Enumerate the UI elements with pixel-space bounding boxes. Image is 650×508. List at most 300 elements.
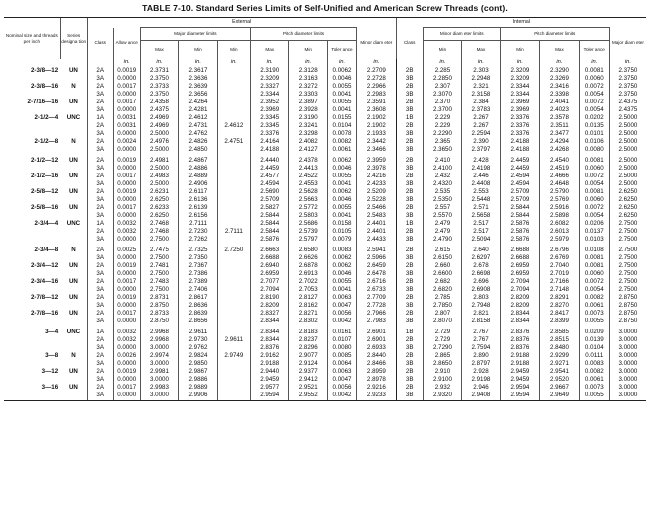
cell-minor-ext: 2.9233 (357, 392, 397, 400)
cell-class-ext: 2A (87, 278, 113, 286)
cell-pitch-max: 2.3345 (250, 114, 288, 122)
cell-major-min2 (217, 196, 250, 204)
cell-pitch-max: 2.3376 (250, 130, 288, 138)
unit-cell: in. (462, 59, 500, 67)
cell-major-int: 2.7500 (609, 247, 646, 255)
cell-pitch-min: 2.7053 (289, 286, 327, 294)
cell-major-min: 2.9886 (179, 376, 217, 384)
cell-pitch-int-min: 2.6959 (500, 262, 540, 270)
cell-class-int: 2B (396, 122, 423, 130)
cell-series (60, 236, 87, 244)
cell-series (60, 91, 87, 99)
cell-nominal (4, 91, 60, 99)
cell-pitch-int-tol: 0.0135 (579, 122, 609, 130)
cell-pitch-int-max: 2.8585 (540, 329, 580, 337)
cell-class-int: 3B (396, 254, 423, 262)
cell-major-min: 2.9850 (179, 360, 217, 368)
cell-minor-int-min: 2.615 (423, 247, 461, 255)
cell-pitch-int-min: 2.3376 (500, 130, 540, 138)
table-row (4, 228, 646, 236)
cell-minor-int-max: 2.9408 (462, 392, 500, 400)
table-row (4, 157, 646, 165)
cell-minor-int-min: 2.6820 (423, 286, 461, 294)
unit-cell: in. (250, 59, 288, 67)
cell-pitch-int-tol: 0.0209 (579, 329, 609, 337)
cell-minor-int-max: 2.553 (462, 188, 500, 196)
cell-class-int: 3B (396, 212, 423, 220)
cell-major-min: 2.7325 (179, 247, 217, 255)
cell-series (60, 376, 87, 384)
cell-major-max: 2.3733 (140, 83, 178, 91)
cell-series: UN (68, 156, 78, 164)
header-pitch-internal: Pitch diameter limits (500, 28, 609, 41)
cell-pitch-int-tol: 0.0081 (579, 254, 609, 262)
cell-allowance: 0.0032 (113, 220, 140, 228)
cell-pitch-tol: 0.0061 (327, 146, 356, 154)
cell-allowance: 0.0000 (113, 130, 140, 138)
cell-minor-ext: 2.8959 (357, 368, 397, 376)
cell-minor-ext: 2.6478 (357, 270, 397, 278)
cell-major-int: 2.7500 (609, 286, 646, 294)
table-row (4, 180, 646, 188)
cell-pitch-tol: 0.0080 (327, 344, 356, 352)
cell-major-max: 2.6231 (140, 188, 178, 196)
cell-pitch-int-max: 2.9667 (540, 384, 580, 392)
cell-pitch-min: 2.8183 (289, 329, 327, 337)
cell-series (60, 146, 87, 154)
cell-pitch-int-max: 2.6769 (540, 254, 580, 262)
header-external: External (87, 18, 396, 28)
cell-series: N (71, 138, 76, 145)
unit-cell: in. (179, 59, 217, 67)
cell-major-int: 2.7500 (609, 228, 646, 236)
cell-minor-int-min: 2.807 (423, 310, 461, 318)
cell-class-int: 3B (396, 146, 423, 154)
cell-allowance: 0.0000 (113, 236, 140, 244)
cell-major-max: 2.7481 (140, 262, 178, 270)
cell-series (60, 270, 87, 278)
cell-pitch-tol: 0.0041 (327, 91, 356, 99)
cell-major-int: 3.0000 (609, 376, 646, 384)
cell-minor-ext: 2.6933 (357, 344, 397, 352)
table-row (4, 99, 646, 107)
cell-major-int: 2.5000 (609, 146, 646, 154)
cell-class-int: 2B (396, 228, 423, 236)
cell-pitch-int-max: 2.7040 (540, 262, 580, 270)
cell-allowance: 0.0000 (113, 196, 140, 204)
cell-allowance: 0.0031 (113, 122, 140, 130)
cell-major-min2 (217, 270, 250, 278)
cell-class-ext: 2A (87, 262, 113, 270)
cell-pitch-tol: 0.0046 (327, 196, 356, 204)
cell-pitch-int-max: 2.4268 (540, 146, 580, 154)
cell-series: UN (68, 367, 78, 375)
cell-major-max: 2.9981 (140, 368, 178, 376)
cell-series: UN (68, 98, 78, 106)
cell-series: UNC (66, 219, 81, 227)
cell-pitch-int-tol: 0.0055 (579, 318, 609, 326)
cell-major-min: 2.3636 (179, 75, 217, 83)
cell-major-max: 2.9968 (140, 329, 178, 337)
cell-class-ext: 3A (87, 318, 113, 326)
cell-minor-ext: 2.7709 (357, 294, 397, 302)
cell-class-ext: 3A (87, 302, 113, 310)
cell-pitch-int-max: 2.4540 (540, 157, 580, 165)
cell-series (60, 122, 87, 130)
cell-major-min: 2.7367 (179, 262, 217, 270)
cell-series (60, 75, 87, 83)
cell-minor-int-min: 2.365 (423, 138, 461, 146)
cell-major-max: 2.6250 (140, 212, 178, 220)
cell-pitch-int-max: 2.6013 (540, 228, 580, 236)
cell-major-min2 (217, 376, 250, 384)
cell-major-min2 (217, 114, 250, 122)
table-title: TABLE 7-10. Standard Series Limits of Self-Unified and American Screw Threads (cont). (142, 3, 508, 13)
cell-class-int: 2B (396, 138, 423, 146)
cell-allowance: 0.0017 (113, 310, 140, 318)
cell-minor-int-max: 2.696 (462, 278, 500, 286)
cell-pitch-tol: 0.0085 (327, 352, 356, 360)
header-minor-int-max: Max (462, 41, 500, 60)
cell-minor-int-max: 2.678 (462, 262, 500, 270)
cell-major-max: 2.7500 (140, 236, 178, 244)
cell-pitch-tol: 0.0055 (327, 83, 356, 91)
cell-major-min2 (217, 157, 250, 165)
cell-major-max: 2.6250 (140, 196, 178, 204)
cell-pitch-int-tol: 0.0083 (579, 360, 609, 368)
table-row (4, 329, 646, 337)
cell-class-ext: 2A (87, 83, 113, 91)
table-row (4, 318, 646, 326)
cell-major-min2 (217, 188, 250, 196)
cell-pitch-max: 2.6663 (250, 247, 288, 255)
cell-pitch-int-tol: 0.0106 (579, 138, 609, 146)
cell-series (60, 302, 87, 310)
cell-minor-int-max: 2.8158 (462, 318, 500, 326)
cell-pitch-int-min: 2.4459 (500, 165, 540, 173)
cell-class-int: 2B (396, 67, 423, 75)
cell-major-min2 (217, 262, 250, 270)
cell-series: N (71, 352, 76, 360)
cell-pitch-int-tol: 0.0080 (579, 146, 609, 154)
cell-major-max: 2.7500 (140, 254, 178, 262)
cell-major-min2: 2.4612 (217, 122, 250, 130)
cell-series: UN (68, 383, 78, 391)
cell-major-min: 2.7111 (179, 220, 217, 228)
cell-major-min2 (217, 99, 250, 107)
cell-minor-int-max: 2.928 (462, 368, 500, 376)
cell-pitch-min: 2.8237 (289, 336, 327, 344)
cell-major-min2 (217, 180, 250, 188)
cell-class-int: 2B (396, 157, 423, 165)
cell-major-min2: 2.7250 (217, 247, 250, 255)
cell-nominal: 2-1/2—16 (30, 172, 59, 180)
cell-major-min: 2.6136 (179, 196, 217, 204)
cell-minor-int-min: 2.6150 (423, 254, 461, 262)
cell-minor-int-max: 2.7594 (462, 344, 500, 352)
cell-major-min: 2.4281 (179, 106, 217, 114)
cell-major-min2 (217, 75, 250, 83)
cell-minor-int-max: 2.4408 (462, 180, 500, 188)
cell-minor-ext: 2.2728 (357, 75, 397, 83)
cell-pitch-int-max: 2.7019 (540, 270, 580, 278)
cell-series (60, 336, 87, 344)
cell-minor-int-max: 2.803 (462, 294, 500, 302)
cell-minor-int-min: 2.3650 (423, 146, 461, 154)
cell-nominal (4, 165, 60, 173)
cell-major-max: 2.4976 (140, 138, 178, 146)
cell-major-min2 (217, 318, 250, 326)
cell-major-int: 2.5000 (609, 122, 646, 130)
cell-major-min: 2.7389 (179, 278, 217, 286)
cell-pitch-int-tol: 0.0082 (579, 294, 609, 302)
cell-pitch-int-tol: 0.0054 (579, 212, 609, 220)
cell-series: UN (68, 309, 78, 317)
cell-allowance: 0.0017 (113, 278, 140, 286)
header-nominal: Nominal size and threads per inch (4, 18, 60, 60)
cell-minor-int-max: 2.8797 (462, 360, 500, 368)
cell-allowance: 0.0000 (113, 254, 140, 262)
cell-pitch-int-min: 2.4459 (500, 157, 540, 165)
cell-pitch-max: 2.5844 (250, 220, 288, 228)
cell-allowance: 0.0000 (113, 302, 140, 310)
cell-nominal: 2-3/4—16 (30, 278, 59, 285)
cell-pitch-min: 2.5739 (289, 228, 327, 236)
cell-pitch-max: 2.3327 (250, 83, 288, 91)
cell-pitch-max: 2.9459 (250, 376, 288, 384)
cell-pitch-int-max: 2.4666 (540, 173, 580, 181)
cell-pitch-int-min: 2.6688 (500, 254, 540, 262)
cell-major-min: 2.4867 (179, 157, 217, 165)
cell-pitch-int-tol: 0.0082 (579, 368, 609, 376)
cell-class-ext: 3A (87, 392, 113, 400)
cell-major-max: 2.4358 (140, 99, 178, 107)
cell-nominal (4, 270, 60, 278)
cell-pitch-int-tol: 0.0061 (579, 302, 609, 310)
cell-minor-int-max: 2.3158 (462, 91, 500, 99)
cell-pitch-max: 2.3190 (250, 67, 288, 75)
cell-major-min2 (217, 286, 250, 294)
cell-minor-int-min: 2.535 (423, 188, 461, 196)
cell-major-min: 2.7262 (179, 236, 217, 244)
cell-allowance: 0.0017 (113, 173, 140, 181)
cell-major-min: 2.9824 (179, 352, 217, 360)
cell-class-int: 2B (396, 173, 423, 181)
cell-pitch-int-tol: 0.0054 (579, 286, 609, 294)
cell-minor-int-max: 2.390 (462, 138, 500, 146)
cell-minor-int-max: 2.3797 (462, 146, 500, 154)
cell-major-min2 (217, 67, 250, 75)
cell-pitch-tol: 0.0055 (327, 204, 356, 212)
cell-major-int: 2.3750 (609, 67, 646, 75)
cell-allowance: 0.0000 (113, 146, 140, 154)
cell-major-max: 2.5000 (140, 180, 178, 188)
cell-minor-int-min: 2.729 (423, 329, 461, 337)
cell-class-int: 3B (396, 91, 423, 99)
cell-nominal: 3—16 (41, 383, 59, 391)
cell-class-int: 2B (396, 247, 423, 255)
cell-class-ext: 3A (87, 270, 113, 278)
cell-major-min2 (217, 130, 250, 138)
table-row (4, 114, 646, 122)
cell-pitch-max: 2.5876 (250, 236, 288, 244)
cell-pitch-int-min: 2.3376 (500, 122, 540, 130)
cell-major-max: 2.4969 (140, 114, 178, 122)
cell-major-min: 2.4762 (179, 130, 217, 138)
cell-pitch-max: 2.8376 (250, 344, 288, 352)
cell-major-min: 2.4826 (179, 138, 217, 146)
cell-major-min: 2.4731 (179, 122, 217, 130)
cell-pitch-int-min: 2.3344 (500, 91, 540, 99)
cell-nominal: 3—4 (45, 328, 59, 336)
unit-cell: in. (140, 59, 178, 67)
cell-major-max: 2.7500 (140, 270, 178, 278)
cell-pitch-tol: 0.0104 (327, 122, 356, 130)
header-pitch-int-tolerance: Toler ance (579, 41, 609, 60)
cell-minor-ext: 2.8440 (357, 352, 397, 360)
cell-allowance: 0.0017 (113, 384, 140, 392)
cell-major-min: 2.3617 (179, 67, 217, 75)
cell-class-ext: 3A (87, 254, 113, 262)
cell-pitch-int-min: 2.5876 (500, 220, 540, 228)
cell-nominal: 2-7/16—16 (27, 98, 59, 106)
cell-minor-int-max: 2.2948 (462, 75, 500, 83)
cell-major-min: 2.7386 (179, 270, 217, 278)
cell-nominal (4, 254, 60, 262)
cell-major-min: 2.3639 (179, 83, 217, 91)
table-row (4, 336, 646, 344)
cell-minor-int-min: 2.3700 (423, 106, 461, 114)
cell-series (60, 106, 87, 114)
cell-pitch-min: 2.5628 (289, 188, 327, 196)
cell-pitch-tol: 0.0046 (327, 75, 356, 83)
table-row (4, 122, 646, 130)
cell-pitch-min: 2.3163 (289, 75, 327, 83)
cell-class-int: 3B (396, 286, 423, 294)
cell-allowance: 0.0019 (113, 294, 140, 302)
cell-series: N (71, 82, 76, 90)
cell-minor-int-min: 2.370 (423, 99, 461, 107)
cell-pitch-min: 2.6580 (289, 247, 327, 255)
cell-minor-ext: 2.3591 (357, 99, 397, 107)
cell-minor-int-max: 2.517 (462, 228, 500, 236)
cell-pitch-tol: 0.0062 (327, 67, 356, 75)
cell-major-max: 2.3750 (140, 75, 178, 83)
cell-pitch-int-min: 2.3969 (500, 106, 540, 114)
cell-nominal (4, 212, 60, 220)
cell-pitch-max: 2.9440 (250, 368, 288, 376)
cell-pitch-int-max: 2.8270 (540, 302, 580, 310)
cell-pitch-max: 2.9162 (250, 352, 288, 360)
cell-pitch-max: 2.9594 (250, 392, 288, 400)
cell-class-ext: 2A (87, 122, 113, 130)
cell-class-int: 2B (396, 262, 423, 270)
cell-major-int: 2.5000 (609, 130, 646, 138)
cell-major-min2: 2.4751 (217, 138, 250, 146)
table-row (4, 368, 646, 376)
cell-class-int: 3B (396, 106, 423, 114)
cell-minor-int-max: 2.6908 (462, 286, 500, 294)
cell-pitch-int-tol: 0.0202 (579, 114, 609, 122)
cell-class-int: 1B (396, 220, 423, 228)
cell-major-max: 3.0000 (140, 344, 178, 352)
cell-pitch-min: 2.5803 (289, 212, 327, 220)
cell-pitch-max: 2.6688 (250, 254, 288, 262)
cell-series: UN (68, 278, 78, 285)
cell-minor-int-max: 2.428 (462, 157, 500, 165)
cell-pitch-int-min: 2.8376 (500, 344, 540, 352)
table-row (4, 344, 646, 352)
cell-minor-int-min: 2.6600 (423, 270, 461, 278)
cell-minor-int-min: 2.660 (423, 262, 461, 270)
cell-class-int: 3B (396, 196, 423, 204)
cell-minor-int-max: 2.946 (462, 384, 500, 392)
cell-minor-int-min: 2.8650 (423, 360, 461, 368)
header-major-internal: Major diam eter (609, 28, 646, 60)
cell-minor-ext: 2.7983 (357, 318, 397, 326)
cell-major-max: 2.7475 (140, 247, 178, 255)
cell-pitch-tol: 0.0046 (327, 270, 356, 278)
cell-minor-int-max: 2.640 (462, 247, 500, 255)
cell-allowance: 0.0000 (113, 360, 140, 368)
cell-pitch-tol: 0.0055 (327, 99, 356, 107)
cell-class-int: 3B (396, 318, 423, 326)
cell-major-int: 3.0000 (609, 329, 646, 337)
table-row (4, 360, 646, 368)
cell-pitch-int-max: 2.3477 (540, 130, 580, 138)
cell-allowance: 0.0019 (113, 157, 140, 165)
cell-pitch-max: 2.5844 (250, 212, 288, 220)
cell-minor-ext: 2.5466 (357, 204, 397, 212)
cell-pitch-tol: 0.0158 (327, 220, 356, 228)
cell-pitch-min: 2.6913 (289, 270, 327, 278)
cell-pitch-int-tol: 0.0061 (579, 376, 609, 384)
cell-pitch-int-min: 2.3969 (500, 99, 540, 107)
cell-series (60, 130, 87, 138)
cell-pitch-int-tol: 0.0206 (579, 220, 609, 228)
cell-pitch-min: 2.9077 (289, 352, 327, 360)
cell-major-max: 2.7500 (140, 286, 178, 294)
cell-class-ext: 3A (87, 212, 113, 220)
header-pitch-int-min: Min (500, 41, 540, 60)
cell-pitch-int-tol: 0.0054 (579, 180, 609, 188)
cell-pitch-int-tol: 0.0072 (579, 278, 609, 286)
cell-minor-int-max: 2.321 (462, 83, 500, 91)
cell-minor-int-min: 2.682 (423, 278, 461, 286)
cell-major-min: 2.8639 (179, 310, 217, 318)
cell-pitch-max: 2.8327 (250, 310, 288, 318)
cell-major-int: 2.7500 (609, 278, 646, 286)
cell-pitch-int-tol: 0.0081 (579, 157, 609, 165)
cell-class-ext: 1A (87, 329, 113, 337)
cell-pitch-min: 2.3897 (289, 99, 327, 107)
cell-class-ext: 2A (87, 336, 113, 344)
cell-minor-int-min: 2.865 (423, 352, 461, 360)
cell-pitch-int-min: 2.5709 (500, 188, 540, 196)
cell-pitch-int-min: 2.4188 (500, 146, 540, 154)
cell-minor-int-max: 2.6698 (462, 270, 500, 278)
header-pitch-int-max: Max (540, 41, 580, 60)
cell-major-min2: 2.9611 (217, 336, 250, 344)
cell-minor-int-max: 2.5448 (462, 196, 500, 204)
cell-minor-ext: 2.3959 (357, 157, 397, 165)
cell-pitch-max: 2.8190 (250, 294, 288, 302)
table-row (4, 212, 646, 220)
cell-pitch-int-max: 2.3290 (540, 67, 580, 75)
cell-nominal: 2-3/8—16 (30, 82, 59, 90)
cell-major-min: 2.8656 (179, 318, 217, 326)
header-major-ext-min2: Min (217, 41, 250, 60)
